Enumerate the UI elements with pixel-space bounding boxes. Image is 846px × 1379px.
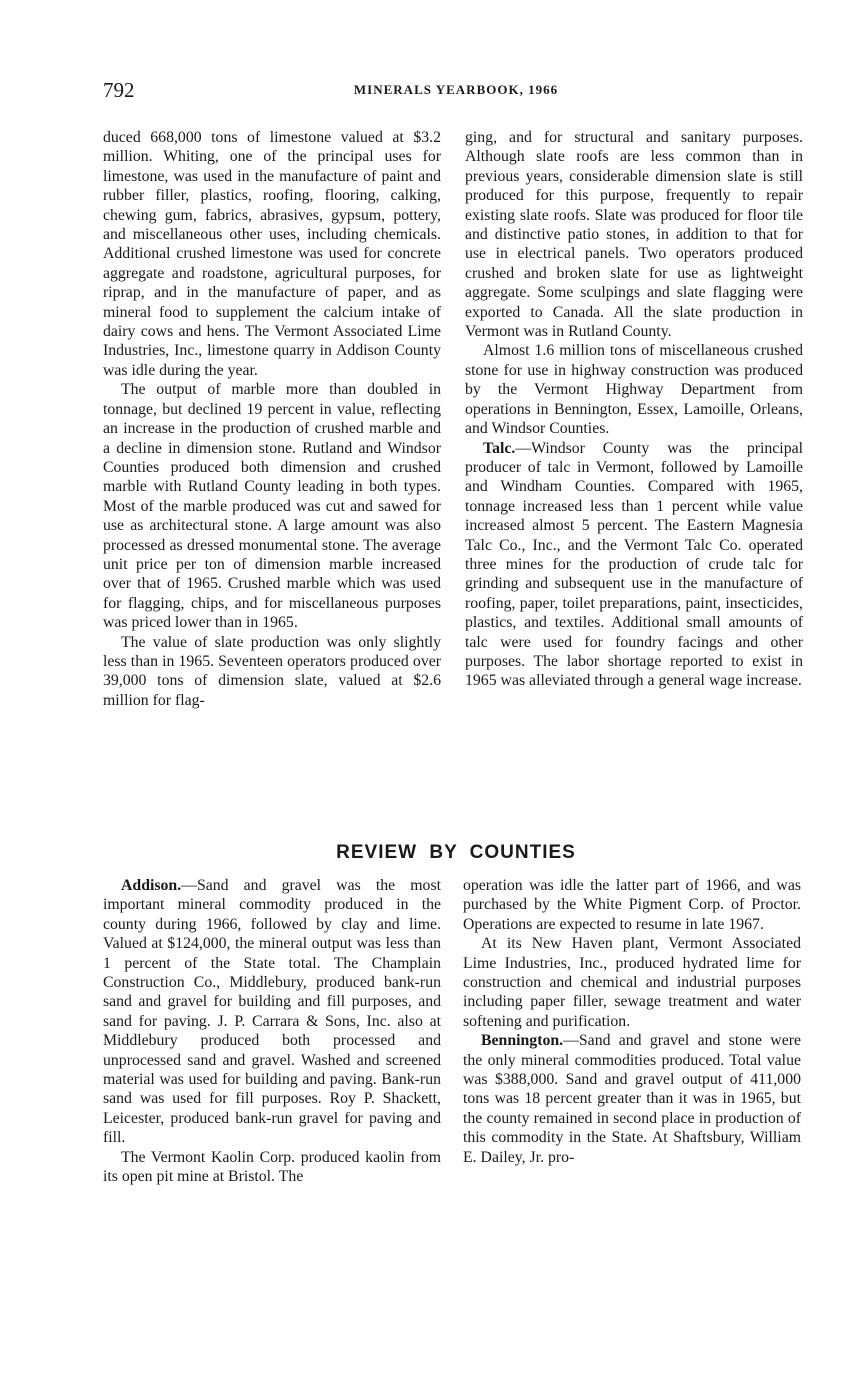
paragraph: operation was idle the latter part of 1966, and was purchased by the White Pigment Corp. of Proctor. Operations are expected to resume in late 1967. [463,877,801,933]
paragraph [103,876,441,1148]
paragraph [465,439,803,691]
run-in-heading-bennington: Bennington. [481,1032,564,1050]
paragraph: The Vermont Kaolin Corp. produced kaolin from its open pit mine at Bristol. The [103,1148,441,1186]
paragraph: At its New Haven plant, Vermont Associated Lime Industries, Inc., produced hydrated lime for construction and chemical and industrial purposes including paper filler, sewage treatment and water softening and purification. [463,935,801,1030]
column-1 [103,128,441,710]
paragraph-text: —Sand and gravel was the most important mineral commodity produced in the county during 1966, followed by clay and lime. Valued at $124,000, the mineral output was less than 1 percent of the State total. The Champlain Construction Co., Middlebury, produced bank-run sand and gravel for building and fill purposes, and sand for paving. J. P. Carrara & Sons, Inc. also at Middlebury produced both processed and unprocessed sand and gravel. Washed and screened material was used for building and paving. Bank-run sand was used for fill purposes. Roy P. Shackett, Leicester, produced bank-run gravel for paving and fill. [103,877,441,1147]
column-3 [103,876,441,1187]
paragraph: duced 668,000 tons of limestone valued at $3.2 million. Whiting, one of the principal uses for limestone, was used in the manufacture of paint and rubber filler, plastics, roofing, flooring, calking, chewing gum, fabrics, abrasives, gypsum, pottery, and miscellaneous other uses, including chemicals. Additional crushed limestone was used for concrete aggregate and roadstone, agricultural purposes, for riprap, and in the manufacture of paper, and as mineral food to supplement the calcium intake of dairy cows and hens. The Vermont Associated Lime Industries, Inc., limestone quarry in Addison County was idle during the year. [103,129,441,379]
paragraph [463,1031,801,1167]
run-in-heading-talc: Talc. [483,439,516,457]
paragraph-text: —Sand and gravel and stone were the only mineral commodities produced. Total value was $388,000. Sand and gravel output of 411,000 tons was 18 percent greater than it was in 1965, but the county remained in second place in production of this commodity in the State. At Shaftsbury, William E. Dailey, Jr. pro- [463,1032,801,1166]
page-header [103,78,809,108]
paragraph: Almost 1.6 million tons of miscellaneous crushed stone for use in highway construction was produced by the Vermont Highway Department from operations in Bennington, Essex, Lamoille, Orleans, and Windsor Counties. [465,342,803,438]
paragraph: The value of slate production was only slightly less than in 1965. Seventeen operators produced over 39,000 tons of dimension slate, valued at $2.6 million for flag- [103,633,441,709]
run-in-heading-addison: Addison. [121,877,182,894]
column-2 [465,128,803,691]
paragraph: The output of marble more than doubled in tonnage, but declined 19 percent in value, reflecting an increase in the production of crushed marble and a decline in dimension stone. Rutland and Windsor Counties produced both dimension and crushed marble with Rutland County leading in both types. Most of the marble produced was cut and sawed for use as architectural stone. A large amount was also processed as dressed monumental stone. The average unit price per ton of dimension marble increased over that of 1965. Crushed marble which was used for flagging, chips, and for miscellaneous purposes was priced lower than in 1965. [103,381,441,632]
column-4 [463,876,801,1167]
page-number: 792 [103,78,135,102]
paragraph: ging, and for structural and sanitary purposes. Although slate roofs are less common than in previous years, considerable dimension slate is still produced for this purpose, frequently to repair existing slate roofs. Slate was produced for floor tile and distinctive patio stones, in addition to that for use in electrical panels. Two operators produced crushed and broken slate for use as lightweight aggregate. Some sculpings and slate flagging were exported to Canada. All the slate production in Vermont was in Rutland County. [465,129,803,341]
running-title: MINERALS YEARBOOK, 1966 [353,82,559,97]
section-heading: REVIEW BY COUNTIES [336,842,576,863]
paragraph-text: —Windsor County was the principal producer of talc in Vermont, followed by Lamoille and Windham Counties. Compared with 1965, tonnage increased less than 1 percent while value increased almost 5 percent. The Eastern Magnesia Talc Co., Inc., and the Vermont Talc Co. operated three mines for the production of crude talc for grinding and subsequent use in the manufacture of roofing, paper, toilet preparations, paint, insecticides, plastics, and textiles. Additional small amounts of talc were used for foundry facings and other purposes. The labor shortage reported to exist in 1965 was alleviated through a general wage increase. [465,439,803,690]
